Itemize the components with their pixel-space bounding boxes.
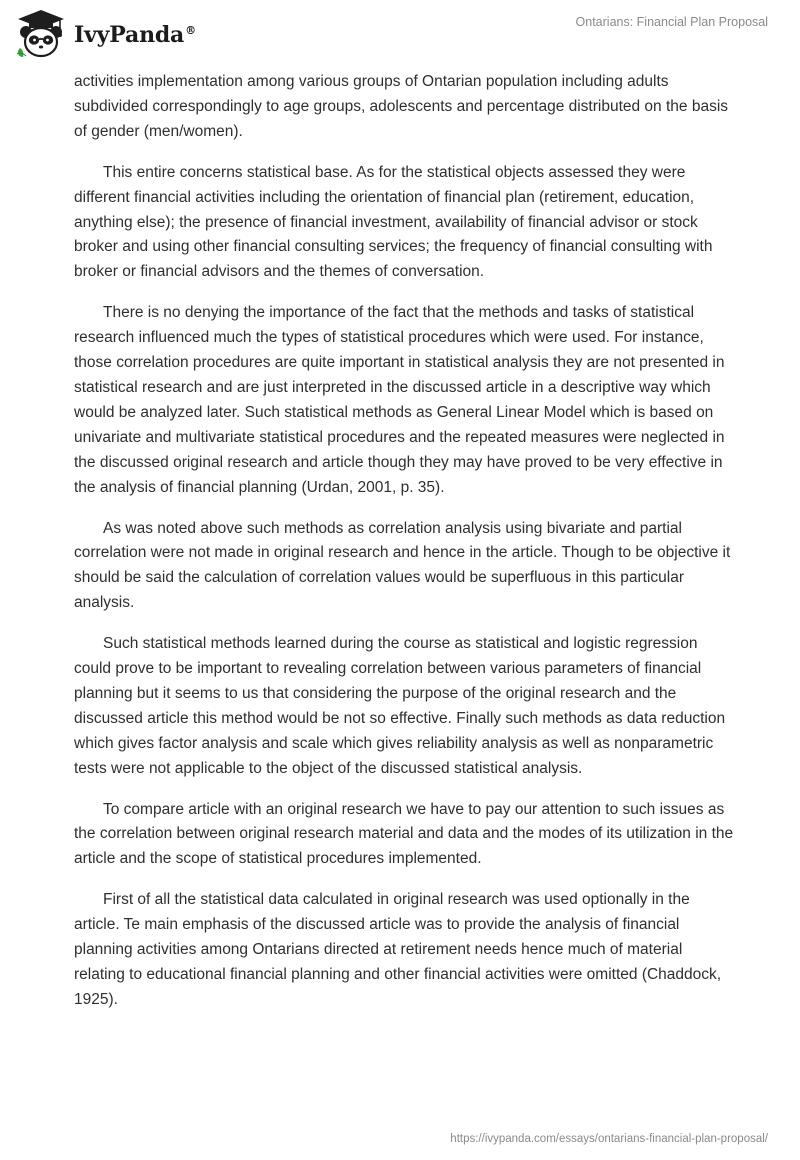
source-url[interactable]: https://ivypanda.com/essays/ontarians-financial-plan-proposal/ xyxy=(450,1133,768,1145)
paragraph-4: As was noted above such methods as correlation analysis using bivariate and partial correlation were not made in original research and hence in the article. Though to be objective it should be said the calculation of correlation values would be superfluous in this particular analysis. xyxy=(74,519,731,612)
page-header xyxy=(0,0,800,72)
document-title: Ontarians: Financial Plan Proposal xyxy=(575,15,768,29)
paragraph-7: First of all the statistical data calculated in original research was used optionally in the article. Te main emphasis of the discussed article was to provide the analysis of financial planning activities among Ontarians directed at retirement needs hence much of material relating to educational financial planning and other financial activities were omitted (Chaddock, 1925). xyxy=(74,891,722,1008)
paragraph-3: There is no denying the importance of the fact that the methods and tasks of statistical research influenced much the types of statistical procedures which were used. For instance, those correlation procedures are quite important in statistical analysis they are not presented in statistical research and are just interpreted in the discussed article in a descriptive way which would be analyzed later. Such statistical methods as General Linear Model which is based on univariate and multivariate statistical procedures and the repeated measures were neglected in the discussed original research and article though they may have proved to be very effective in the analysis of financial planning (Urdan, 2001, p. 35). xyxy=(74,304,725,496)
paragraph-1: activities implementation among various groups of Ontarian population including adults subdivided correspondingly to age groups, adolescents and percentage distributed on the basis of gender (men/women). xyxy=(74,73,729,140)
essay-body xyxy=(74,70,734,1029)
paragraph-5: Such statistical methods learned during the course as statistical and logistic regression could prove to be important to revealing correlation between various parameters of financial planning but it seems to us that considering the purpose of the original research and the discussed article this method would be not so effective. Finally such methods as data reduction which gives factor analysis and scale which gives reliability analysis as well as nonparametric tests were not applicable to the object of the discussed statistical analysis. xyxy=(74,635,726,777)
ivypanda-logo[interactable] xyxy=(14,8,196,60)
brand-name: IvyPanda® xyxy=(74,22,196,48)
panda-graduate-icon xyxy=(14,8,68,60)
paragraph-6: To compare article with an original research we have to pay our attention to such issues as the correlation between original research material and data and the modes of its utilization in the article and the scope of statistical procedures implemented. xyxy=(74,800,734,868)
paragraph-2: This entire concerns statistical base. As for the statistical objects assessed they were different financial activities including the orientation of financial plan (retirement, education, anything else); the presence of financial investment, availability of financial advisor or stock broker and using other financial consulting services; the frequency of financial consulting with broker or financial advisors and the themes of conversation. xyxy=(74,163,713,281)
